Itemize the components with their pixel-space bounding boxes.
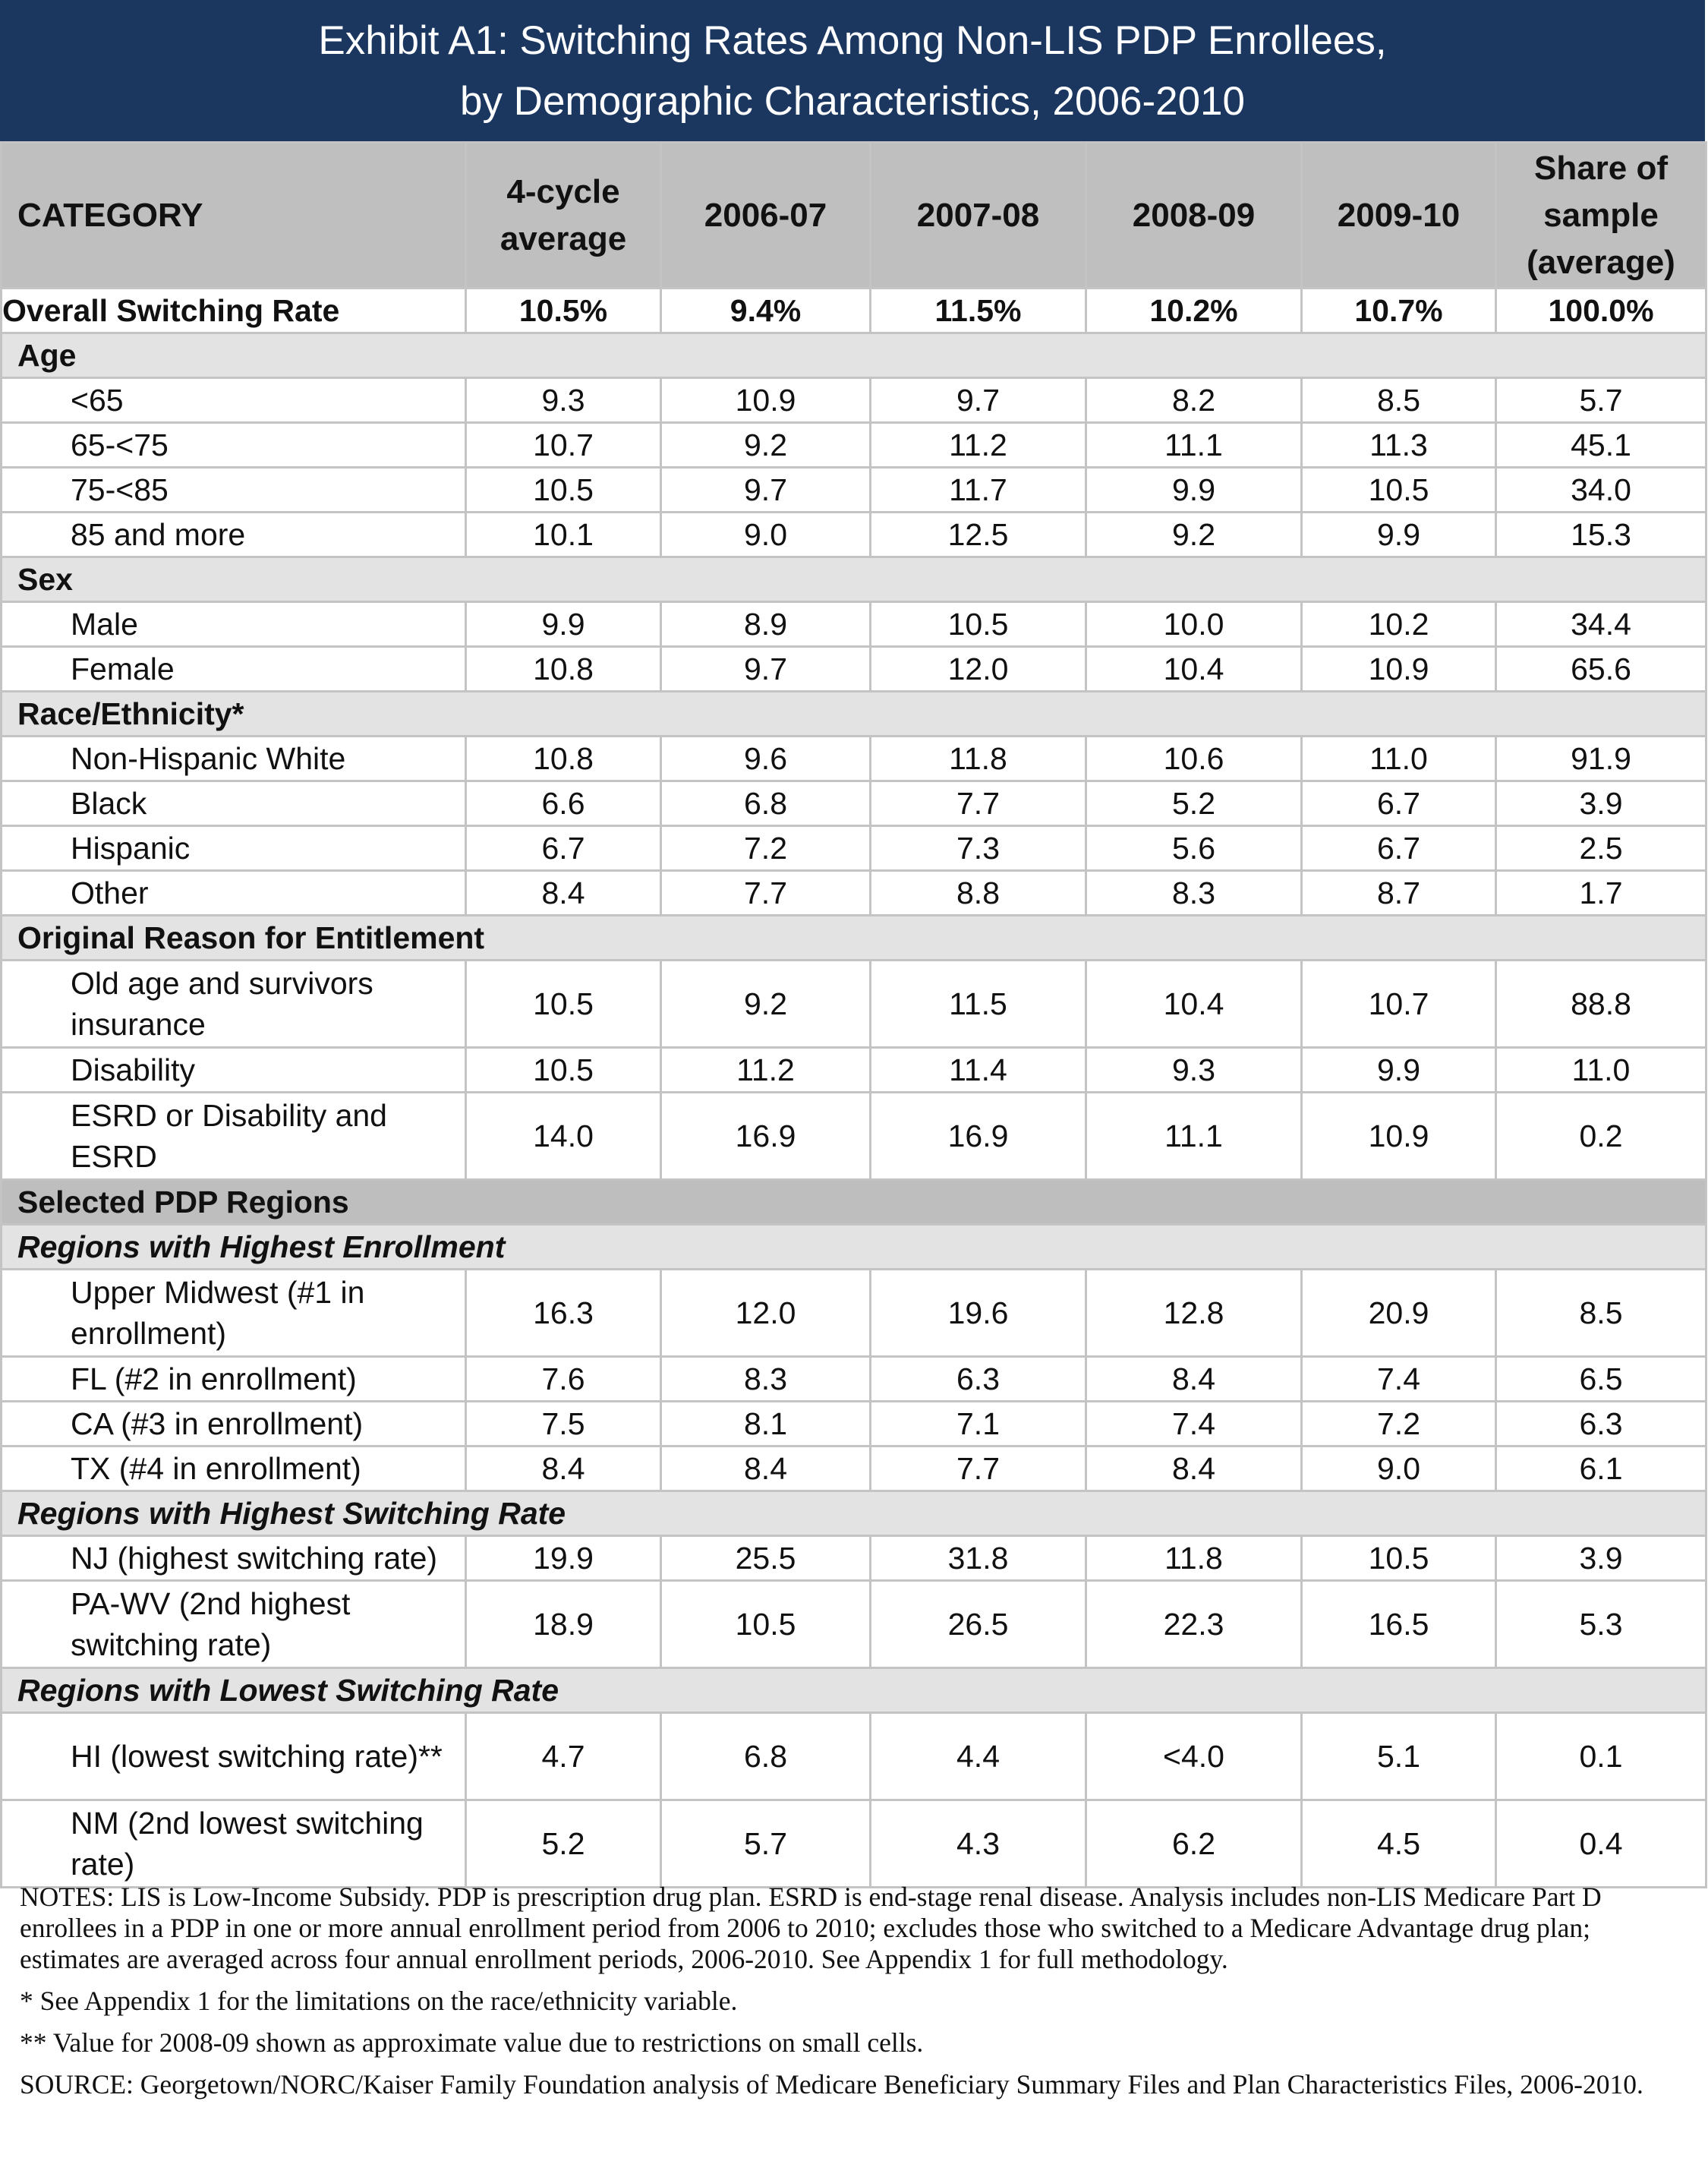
cell-2009-10: 10.2 (1302, 602, 1496, 647)
row-label: Male (2, 602, 466, 647)
cell-share: 34.4 (1496, 602, 1706, 647)
cell-4-cycle-average: 4.7 (466, 1713, 661, 1800)
cell-2008-09: 6.2 (1086, 1800, 1302, 1888)
cell-share: 0.2 (1496, 1093, 1706, 1180)
header-avg-line-2: average (499, 219, 627, 257)
cell-2008-09: 11.1 (1086, 1093, 1302, 1180)
table-row (2, 378, 1706, 423)
cell-2006-07: 7.2 (661, 826, 871, 871)
cell-2006-07: 8.3 (661, 1357, 871, 1402)
cell-2009-10: 10.9 (1302, 647, 1496, 692)
cell-2006-07: 9.4% (661, 289, 871, 333)
switching-rates-table (0, 141, 1707, 1888)
cell-4-cycle-average: 18.9 (466, 1581, 661, 1668)
cell-2006-07: 12.0 (661, 1270, 871, 1357)
cell-4-cycle-average: 8.4 (466, 871, 661, 916)
cell-4-cycle-average: 6.7 (466, 826, 661, 871)
cell-2006-07: 7.7 (661, 871, 871, 916)
cell-share: 0.1 (1496, 1713, 1706, 1800)
section-label: Sex (2, 557, 1706, 602)
header-2008-09: 2008-09 (1086, 143, 1302, 289)
cell-2007-08: 4.3 (871, 1800, 1086, 1888)
header-share-line-3: (average) (1527, 243, 1675, 281)
cell-4-cycle-average: 9.3 (466, 378, 661, 423)
cell-2008-09: 9.3 (1086, 1048, 1302, 1093)
section-label: Regions with Highest Enrollment (2, 1225, 1706, 1270)
row-label: HI (lowest switching rate)** (2, 1713, 466, 1800)
cell-2006-07: 6.8 (661, 1713, 871, 1800)
cell-2007-08: 6.3 (871, 1357, 1086, 1402)
table-row (2, 826, 1706, 871)
cell-2008-09: 7.4 (1086, 1402, 1302, 1446)
section-label: Original Reason for Entitlement (2, 916, 1706, 961)
cell-2007-08: 11.7 (871, 468, 1086, 513)
cell-4-cycle-average: 14.0 (466, 1093, 661, 1180)
table-row (2, 602, 1706, 647)
cell-2009-10: 16.5 (1302, 1581, 1496, 1668)
table-row (2, 1800, 1706, 1888)
cell-2007-08: 9.7 (871, 378, 1086, 423)
row-label: Disability (2, 1048, 466, 1093)
table-row (2, 1713, 1706, 1800)
cell-4-cycle-average: 7.5 (466, 1402, 661, 1446)
cell-share: 8.5 (1496, 1270, 1706, 1357)
cell-4-cycle-average: 10.1 (466, 513, 661, 557)
table-row (2, 1581, 1706, 1668)
row-label: Black (2, 781, 466, 826)
row-label: Female (2, 647, 466, 692)
cell-2008-09: 22.3 (1086, 1581, 1302, 1668)
cell-2009-10: 9.9 (1302, 513, 1496, 557)
cell-2009-10: 20.9 (1302, 1270, 1496, 1357)
section-selected-pdp-regions (2, 1180, 1706, 1225)
cell-4-cycle-average: 10.5 (466, 961, 661, 1048)
table-row (2, 1048, 1706, 1093)
cell-share: 3.9 (1496, 781, 1706, 826)
cell-share: 6.3 (1496, 1402, 1706, 1446)
cell-2008-09: 5.6 (1086, 826, 1302, 871)
cell-2008-09: 9.9 (1086, 468, 1302, 513)
table-row (2, 1446, 1706, 1491)
row-label: 85 and more (2, 513, 466, 557)
cell-2009-10: 8.5 (1302, 378, 1496, 423)
section-label: Race/Ethnicity* (2, 692, 1706, 737)
cell-share: 5.7 (1496, 378, 1706, 423)
cell-2007-08: 11.2 (871, 423, 1086, 468)
header-share-of-sample (1496, 143, 1706, 289)
cell-2006-07: 9.6 (661, 737, 871, 781)
cell-2007-08: 4.4 (871, 1713, 1086, 1800)
cell-share: 65.6 (1496, 647, 1706, 692)
cell-2006-07: 6.8 (661, 781, 871, 826)
row-label: FL (#2 in enrollment) (2, 1357, 466, 1402)
cell-2007-08: 26.5 (871, 1581, 1086, 1668)
cell-2006-07: 9.7 (661, 647, 871, 692)
cell-2008-09: 9.2 (1086, 513, 1302, 557)
cell-2008-09: 10.0 (1086, 602, 1302, 647)
cell-4-cycle-average: 8.4 (466, 1446, 661, 1491)
header-avg-line-1: 4-cycle (506, 172, 620, 210)
table-row (2, 423, 1706, 468)
header-share-line-2: sample (1543, 196, 1659, 234)
cell-share: 3.9 (1496, 1536, 1706, 1581)
cell-2006-07: 16.9 (661, 1093, 871, 1180)
cell-2008-09: 5.2 (1086, 781, 1302, 826)
cell-2006-07: 11.2 (661, 1048, 871, 1093)
cell-2007-08: 16.9 (871, 1093, 1086, 1180)
cell-2009-10: 10.9 (1302, 1093, 1496, 1180)
cell-4-cycle-average: 10.8 (466, 647, 661, 692)
row-label: Upper Midwest (#1 in enrollment) (2, 1270, 466, 1357)
table-row (2, 647, 1706, 692)
cell-share: 0.4 (1496, 1800, 1706, 1888)
header-category: CATEGORY (2, 143, 466, 289)
cell-4-cycle-average: 9.9 (466, 602, 661, 647)
cell-2008-09: 8.3 (1086, 871, 1302, 916)
cell-4-cycle-average: 19.9 (466, 1536, 661, 1581)
row-label: PA-WV (2nd highest switching rate) (2, 1581, 466, 1668)
subsection-highest-switching (2, 1491, 1706, 1536)
cell-2007-08: 7.7 (871, 781, 1086, 826)
cell-4-cycle-average: 10.8 (466, 737, 661, 781)
row-label: <65 (2, 378, 466, 423)
cell-2006-07: 8.1 (661, 1402, 871, 1446)
cell-2007-08: 19.6 (871, 1270, 1086, 1357)
cell-4-cycle-average: 5.2 (466, 1800, 661, 1888)
row-label: NM (2nd lowest switching rate) (2, 1800, 466, 1888)
cell-2008-09: 10.4 (1086, 647, 1302, 692)
cell-2007-08: 11.5 (871, 961, 1086, 1048)
cell-share: 6.5 (1496, 1357, 1706, 1402)
cell-share: 5.3 (1496, 1581, 1706, 1668)
row-label: CA (#3 in enrollment) (2, 1402, 466, 1446)
cell-2009-10: 10.7% (1302, 289, 1496, 333)
table-row (2, 737, 1706, 781)
table-row (2, 468, 1706, 513)
row-label: Old age and survivors insurance (2, 961, 466, 1048)
header-share-line-1: Share of (1533, 149, 1669, 187)
cell-share: 2.5 (1496, 826, 1706, 871)
row-label: Other (2, 871, 466, 916)
table-row (2, 1536, 1706, 1581)
cell-share: 34.0 (1496, 468, 1706, 513)
cell-2006-07: 8.4 (661, 1446, 871, 1491)
header-2006-07: 2006-07 (661, 143, 871, 289)
table-row (2, 1402, 1706, 1446)
table-row (2, 781, 1706, 826)
table-row (2, 961, 1706, 1048)
row-label: TX (#4 in enrollment) (2, 1446, 466, 1491)
overall-switching-rate-row (2, 289, 1706, 333)
cell-2006-07: 10.5 (661, 1581, 871, 1668)
cell-4-cycle-average: 10.5 (466, 468, 661, 513)
cell-2008-09: 12.8 (1086, 1270, 1302, 1357)
table-row (2, 1093, 1706, 1180)
cell-2009-10: 11.3 (1302, 423, 1496, 468)
section-race-ethnicity (2, 692, 1706, 737)
exhibit-title-line-2: by Demographic Characteristics, 2006-2010 (459, 79, 1246, 124)
section-label: Selected PDP Regions (2, 1180, 1706, 1225)
cell-2006-07: 25.5 (661, 1536, 871, 1581)
cell-2008-09: 10.6 (1086, 737, 1302, 781)
cell-2006-07: 8.9 (661, 602, 871, 647)
cell-2007-08: 31.8 (871, 1536, 1086, 1581)
cell-2009-10: 10.5 (1302, 468, 1496, 513)
cell-4-cycle-average: 10.5% (466, 289, 661, 333)
cell-2006-07: 9.2 (661, 961, 871, 1048)
cell-2007-08: 11.5% (871, 289, 1086, 333)
header-row (2, 143, 1706, 289)
cell-2006-07: 5.7 (661, 1800, 871, 1888)
cell-4-cycle-average: 16.3 (466, 1270, 661, 1357)
cell-2007-08: 11.8 (871, 737, 1086, 781)
cell-2007-08: 11.4 (871, 1048, 1086, 1093)
header-2007-08: 2007-08 (871, 143, 1086, 289)
cell-2009-10: 7.4 (1302, 1357, 1496, 1402)
cell-2009-10: 7.2 (1302, 1402, 1496, 1446)
cell-2007-08: 8.8 (871, 871, 1086, 916)
cell-2008-09: 11.8 (1086, 1536, 1302, 1581)
row-label: ESRD or Disability and ESRD (2, 1093, 466, 1180)
footnotes (20, 1882, 1690, 2111)
cell-2009-10: 11.0 (1302, 737, 1496, 781)
row-label: 75-<85 (2, 468, 466, 513)
exhibit-title-line-1: Exhibit A1: Switching Rates Among Non-LIS PDP Enrollees, (318, 18, 1387, 63)
exhibit-title-banner (0, 0, 1705, 141)
cell-2006-07: 9.0 (661, 513, 871, 557)
cell-2007-08: 7.3 (871, 826, 1086, 871)
cell-2007-08: 7.7 (871, 1446, 1086, 1491)
cell-2007-08: 10.5 (871, 602, 1086, 647)
cell-2008-09: 8.2 (1086, 378, 1302, 423)
cell-share: 100.0% (1496, 289, 1706, 333)
cell-share: 15.3 (1496, 513, 1706, 557)
cell-2009-10: 10.7 (1302, 961, 1496, 1048)
row-label: 65-<75 (2, 423, 466, 468)
cell-4-cycle-average: 6.6 (466, 781, 661, 826)
cell-2009-10: 10.5 (1302, 1536, 1496, 1581)
row-label: Hispanic (2, 826, 466, 871)
row-label: Overall Switching Rate (2, 289, 466, 333)
cell-2009-10: 8.7 (1302, 871, 1496, 916)
cell-share: 11.0 (1496, 1048, 1706, 1093)
table-row (2, 513, 1706, 557)
table-row (2, 871, 1706, 916)
cell-2009-10: 6.7 (1302, 781, 1496, 826)
cell-2006-07: 10.9 (661, 378, 871, 423)
header-2009-10: 2009-10 (1302, 143, 1496, 289)
cell-2007-08: 12.0 (871, 647, 1086, 692)
section-label: Age (2, 333, 1706, 378)
cell-2009-10: 9.0 (1302, 1446, 1496, 1491)
header-4-cycle-average (466, 143, 661, 289)
subsection-lowest-switching (2, 1668, 1706, 1713)
section-entitlement (2, 916, 1706, 961)
cell-share: 6.1 (1496, 1446, 1706, 1491)
cell-2007-08: 7.1 (871, 1402, 1086, 1446)
cell-share: 1.7 (1496, 871, 1706, 916)
section-label: Regions with Lowest Switching Rate (2, 1668, 1706, 1713)
cell-2008-09: 8.4 (1086, 1357, 1302, 1402)
notes-hi-footnote: ** Value for 2008-09 shown as approximate value due to restrictions on small cells. (20, 2027, 924, 2058)
table-row (2, 1357, 1706, 1402)
cell-share: 91.9 (1496, 737, 1706, 781)
cell-2009-10: 6.7 (1302, 826, 1496, 871)
cell-4-cycle-average: 10.7 (466, 423, 661, 468)
notes-race-footnote: * See Appendix 1 for the limitations on the race/ethnicity variable. (20, 1986, 738, 2016)
cell-2007-08: 12.5 (871, 513, 1086, 557)
cell-share: 45.1 (1496, 423, 1706, 468)
cell-4-cycle-average: 10.5 (466, 1048, 661, 1093)
table-row (2, 1270, 1706, 1357)
cell-2009-10: 4.5 (1302, 1800, 1496, 1888)
row-label: Non-Hispanic White (2, 737, 466, 781)
cell-2006-07: 9.7 (661, 468, 871, 513)
row-label: NJ (highest switching rate) (2, 1536, 466, 1581)
cell-2009-10: 9.9 (1302, 1048, 1496, 1093)
section-age (2, 333, 1706, 378)
cell-2008-09: 10.2% (1086, 289, 1302, 333)
cell-2008-09: 11.1 (1086, 423, 1302, 468)
cell-2008-09: 10.4 (1086, 961, 1302, 1048)
notes-source: SOURCE: Georgetown/NORC/Kaiser Family Foundation analysis of Medicare Beneficiary Summary Files and Plan Characteristics Files, 2006-2010. (20, 2069, 1643, 2100)
cell-2008-09: <4.0 (1086, 1713, 1302, 1800)
cell-share: 88.8 (1496, 961, 1706, 1048)
notes-main: NOTES: LIS is Low-Income Subsidy. PDP is prescription drug plan. ESRD is end-stage renal disease. Analysis includes non-LIS Medicare Part D enrollees in a PDP in one or more annual enrollment period from 2006 to 2010; excludes those who switched to a Medicare Advantage drug plan; estimates are averaged across four annual enrollment periods, 2006-2010. See Appendix 1 for full methodology. (20, 1882, 1602, 1974)
cell-4-cycle-average: 7.6 (466, 1357, 661, 1402)
cell-2006-07: 9.2 (661, 423, 871, 468)
section-sex (2, 557, 1706, 602)
subsection-highest-enrollment (2, 1225, 1706, 1270)
cell-2008-09: 8.4 (1086, 1446, 1302, 1491)
cell-2009-10: 5.1 (1302, 1713, 1496, 1800)
section-label: Regions with Highest Switching Rate (2, 1491, 1706, 1536)
